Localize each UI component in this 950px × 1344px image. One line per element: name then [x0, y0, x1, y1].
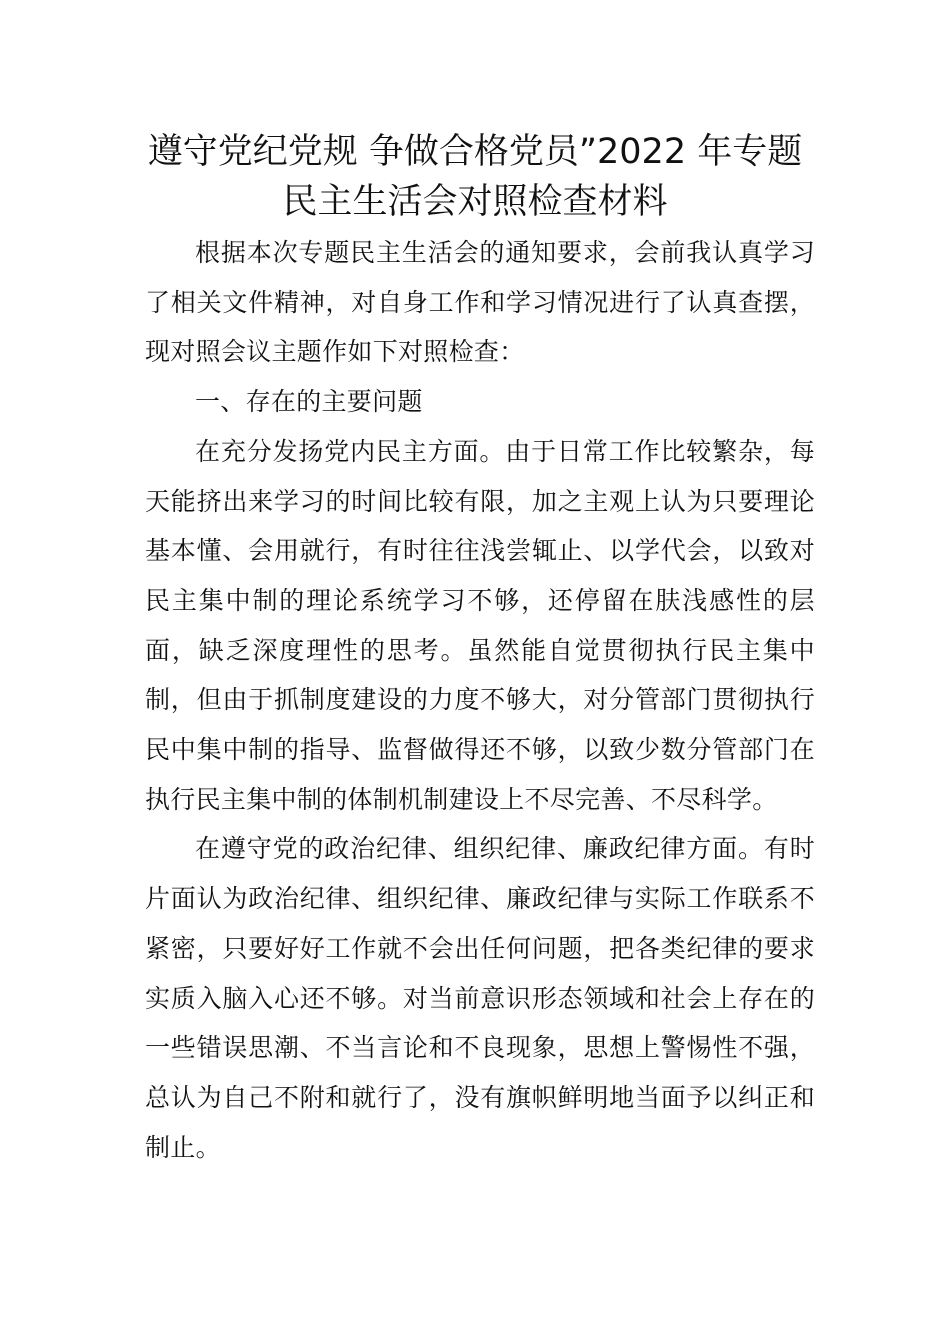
section-heading: 一、存在的主要问题 [195, 387, 423, 417]
document-body [145, 228, 815, 1172]
intro-paragraph: 根据本次专题民主生活会的通知要求，会前我认真学习了相关文件精神，对自身工作和学习情况进行了认真查摆，现对照会议主题作如下对照检查： [145, 238, 815, 367]
paragraph-discipline: 在遵守党的政治纪律、组织纪律、廉政纪律方面。有时片面认为政治纪律、组织纪律、廉政纪律与实际工作联系不紧密，只要好好工作就不会出任何问题，把各类纪律的要求实质入脑入心还不够。对当前意识形态领域和社会上存在的一些错误思潮、不当言论和不良现象，思想上警惕性不强，总认为自己不附和就行了，没有旗帜鲜明地当面予以纠正和制止。 [145, 834, 815, 1162]
paragraph-democracy: 在充分发扬党内民主方面。由于日常工作比较繁杂，每天能挤出来学习的时间比较有限，加之主观上认为只要理论基本懂、会用就行，有时往往浅尝辄止、以学代会，以致对民主集中制的理论系统学习不够，还停留在肤浅感性的层面，缺乏深度理性的思考。虽然能自觉贯彻执行民主集中制，但由于抓制度建设的力度不够大，对分管部门贯彻执行民中集中制的指导、监督做得还不够，以致少数分管部门在执行民主集中制的体制机制建设上不尽完善、不尽科学。 [145, 436, 815, 814]
document-title-line-2: 民主生活会对照检查材料 [282, 182, 668, 222]
document-title-line-1: 遵守党纪党规 争做合格党员”2022 年专题 [147, 132, 803, 172]
